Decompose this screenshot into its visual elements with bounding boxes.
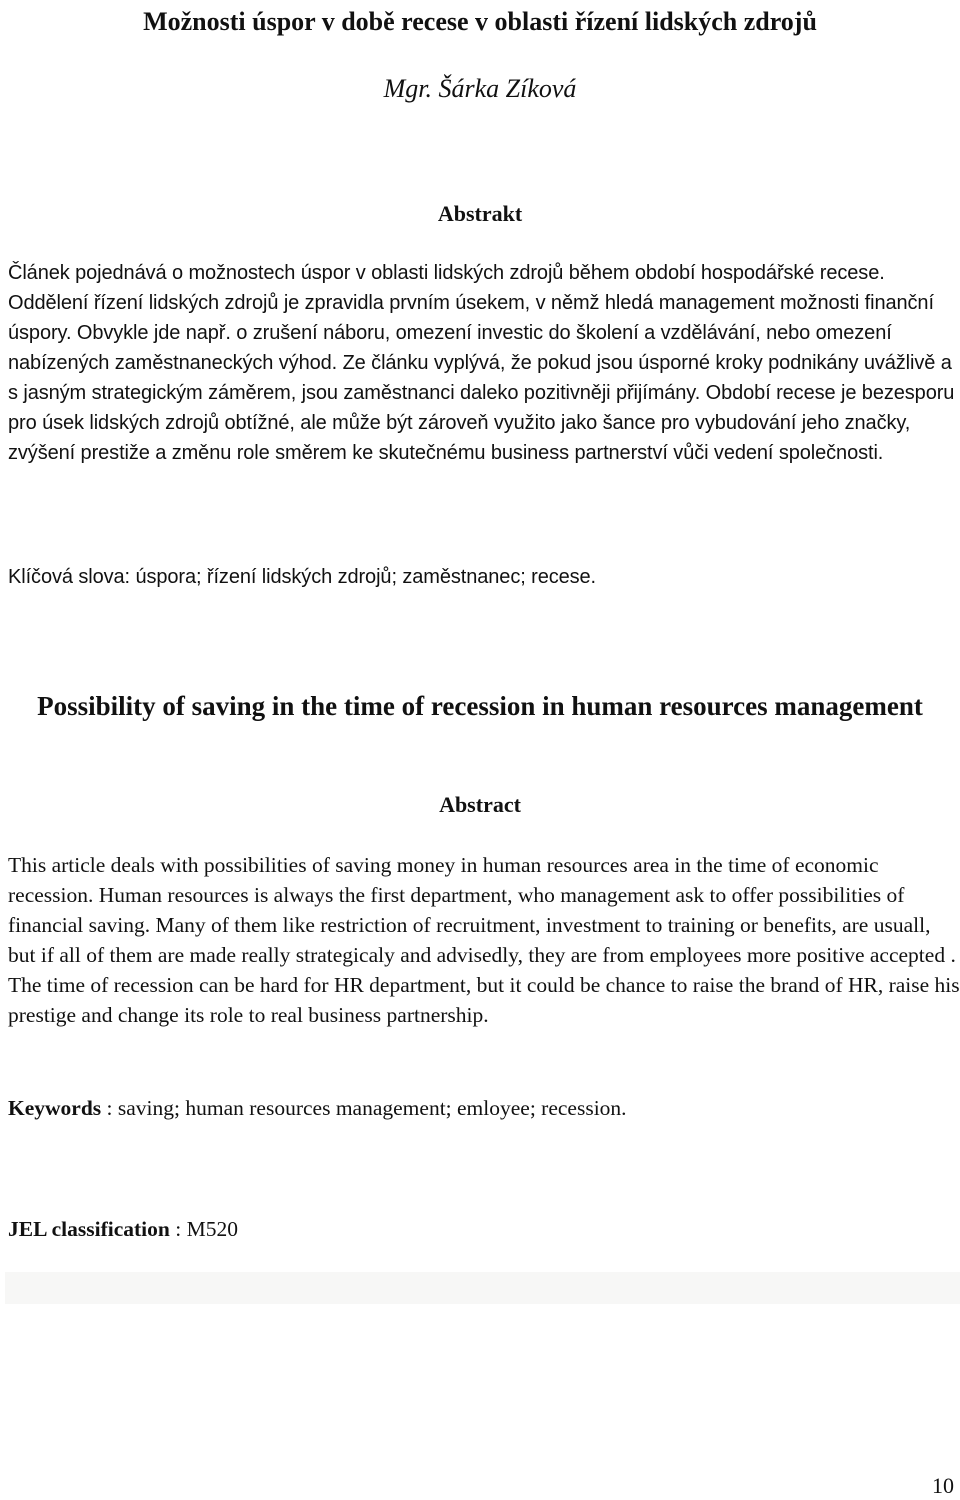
english-keywords: [8, 1093, 960, 1123]
jel-classification: [8, 1214, 960, 1244]
czech-title: Možnosti úspor v době recese v oblasti řízení lidských zdrojů: [143, 7, 817, 36]
czech-abstract-heading: Abstrakt: [437, 201, 523, 226]
english-title: Possibility of saving in the time of recession in human resources management: [37, 691, 923, 721]
english-abstract-text: This article deals with possibilities of saving money in human resources area in the time of economic recession. Human resources is always the first department, who management ask to offer possibilities of financial saving. Many of them like restriction of recruitment, investment to training or benefits, are usuall, but if all of them are made really strategicaly and advisedly, they are from employees more positive accepted . The time of recession can be hard for HR department, but it could be chance to raise the brand of HR, raise his prestige and change its role to real business partnership.: [8, 853, 960, 1027]
keywords-value: : saving; human resources management; emloyee; recession.: [101, 1096, 627, 1120]
shaded-band: [5, 1272, 960, 1304]
jel-value: : M520: [169, 1217, 238, 1241]
author-name: Mgr. Šárka Zíková: [383, 74, 577, 103]
english-abstract-heading: Abstract: [439, 792, 521, 817]
keywords-label: Keywords: [8, 1096, 102, 1120]
czech-abstract-text: Článek pojednává o možnostech úspor v oblasti lidských zdrojů během období hospodářské recese. Oddělení řízení lidských zdrojů je zpravidla prvním úsekem, v němž hledá management možnosti finanční úspory. Obvykle jde např. o zrušení náboru, omezení investic do školení a vzdělávání, nebo omezení nabízených zaměstnaneckých výhod. Ze článku vyplývá, že pokud jsou úsporné kroky podnikány uvážlivě a s jasným strategickým záměrem, jsou zaměstnanci daleko pozitivněji přijímány. Období recese je bezesporu pro úsek lidských zdrojů obtížné, ale může být zároveň využito jako šance pro vybudování jeho značky, zvýšení prestiže a změnu role směrem ke skutečnému business partnerství vůči vedení společnosti.: [8, 262, 955, 464]
jel-label: JEL classification: [8, 1217, 170, 1241]
page-number: 10: [932, 1473, 954, 1498]
czech-keywords: Klíčová slova: úspora; řízení lidských zdrojů; zaměstnanec; recese.: [8, 566, 597, 588]
